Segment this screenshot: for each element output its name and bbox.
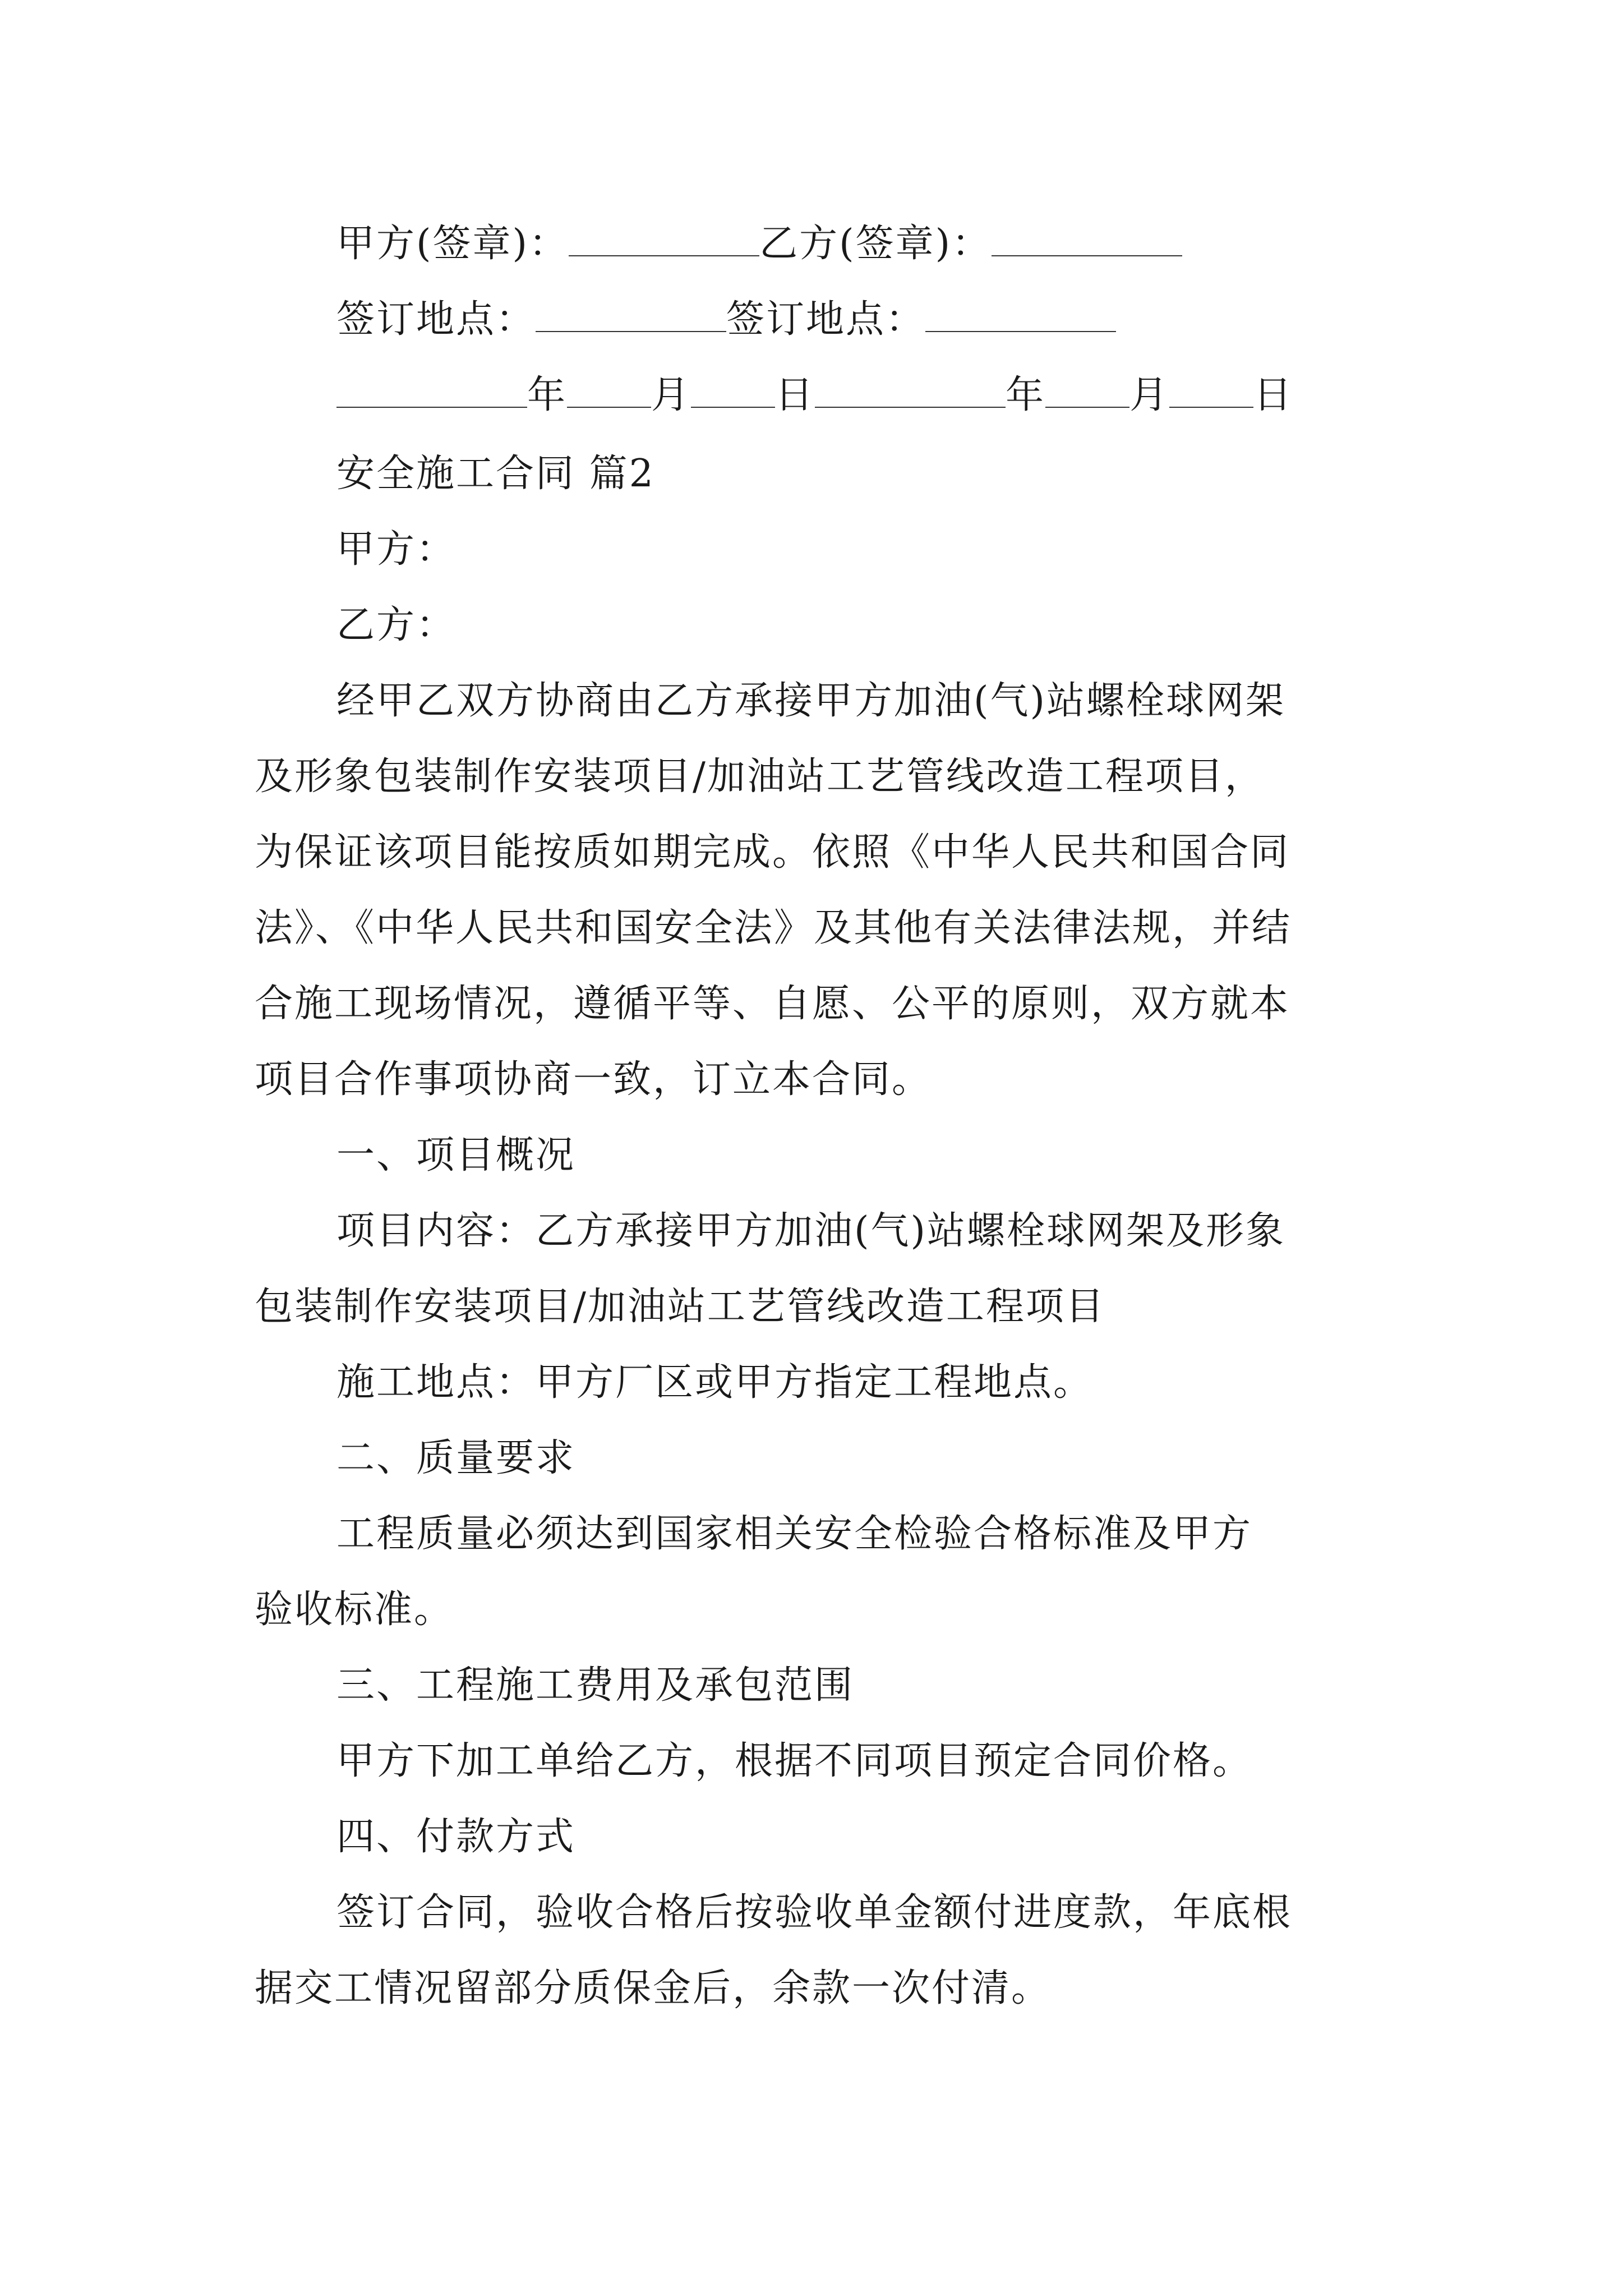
intro-line: 项目合作事项协商一致，订立本合同。 [255, 1057, 932, 1102]
quality-line: 验收标准。 [255, 1588, 454, 1632]
intro-line: 及形象包装制作安装项目/加油站工艺管线改造工程项目， [255, 754, 1265, 799]
fee-text: 甲方下加工单给乙方，根据不同项目预定合同价格。 [336, 1739, 1253, 1783]
month-b-label: 月 [1129, 373, 1170, 417]
project-content-line: 项目内容：乙方承接甲方加油(气)站螺栓球网架及形象 [336, 1209, 1286, 1253]
party-b-sign-label: 乙方(签章)： [759, 222, 992, 266]
heading-fees: 三、工程施工费用及承包范围 [336, 1663, 855, 1708]
year-b-label: 年 [1006, 373, 1046, 417]
intro-line: 合施工现场情况，遵循平等、自愿、公平的原则，双方就本 [255, 982, 1290, 1026]
intro-line: 为保证该项目能按质如期完成。依照《中华人民共和国合同 [255, 830, 1290, 875]
party-a-sign-label: 甲方(签章)： [336, 222, 569, 266]
month-b-blank [1045, 374, 1129, 408]
day-b-label: 日 [1253, 373, 1294, 417]
heading-project-overview: 一、项目概况 [336, 1133, 576, 1177]
place-a-blank [536, 298, 726, 332]
signing-place-line [336, 297, 1116, 342]
day-a-label: 日 [775, 373, 815, 417]
day-b-blank [1169, 374, 1253, 408]
party-a-label: 甲方： [336, 527, 457, 572]
intro-line: 法》、《中华人民共和国安全法》及其他有关法律法规，并结 [255, 906, 1292, 950]
day-a-blank [691, 374, 775, 408]
month-a-blank [567, 374, 651, 408]
heading-quality: 二、质量要求 [336, 1436, 576, 1480]
place-b-blank [925, 298, 1116, 332]
payment-line: 签订合同，验收合格后按验收单金额付进度款，年底根 [336, 1890, 1293, 1935]
date-line [336, 373, 1293, 418]
construction-location: 施工地点：甲方厂区或甲方指定工程地点。 [336, 1360, 1094, 1405]
year-b-blank [815, 374, 1006, 408]
month-a-label: 月 [651, 373, 691, 417]
signature-line [336, 222, 1182, 266]
place-a-label: 签订地点： [336, 297, 536, 342]
party-a-sign-blank [569, 223, 759, 256]
heading-payment: 四、付款方式 [336, 1815, 576, 1859]
party-b-label: 乙方： [336, 603, 457, 647]
place-b-label: 签订地点： [726, 297, 926, 342]
party-b-sign-blank [992, 223, 1182, 256]
payment-line: 据交工情况留部分质保金后，余款一次付清。 [255, 1966, 1052, 2010]
year-a-label: 年 [527, 373, 568, 417]
quality-line: 工程质量必须达到国家相关安全检验合格标准及甲方 [336, 1512, 1253, 1556]
year-a-blank [336, 374, 527, 408]
section-title: 安全施工合同 篇2 [336, 452, 655, 496]
intro-line: 经甲乙双方协商由乙方承接甲方加油(气)站螺栓球网架 [336, 679, 1286, 723]
project-content-line: 包装制作安装项目/加油站工艺管线改造工程项目 [255, 1285, 1105, 1329]
